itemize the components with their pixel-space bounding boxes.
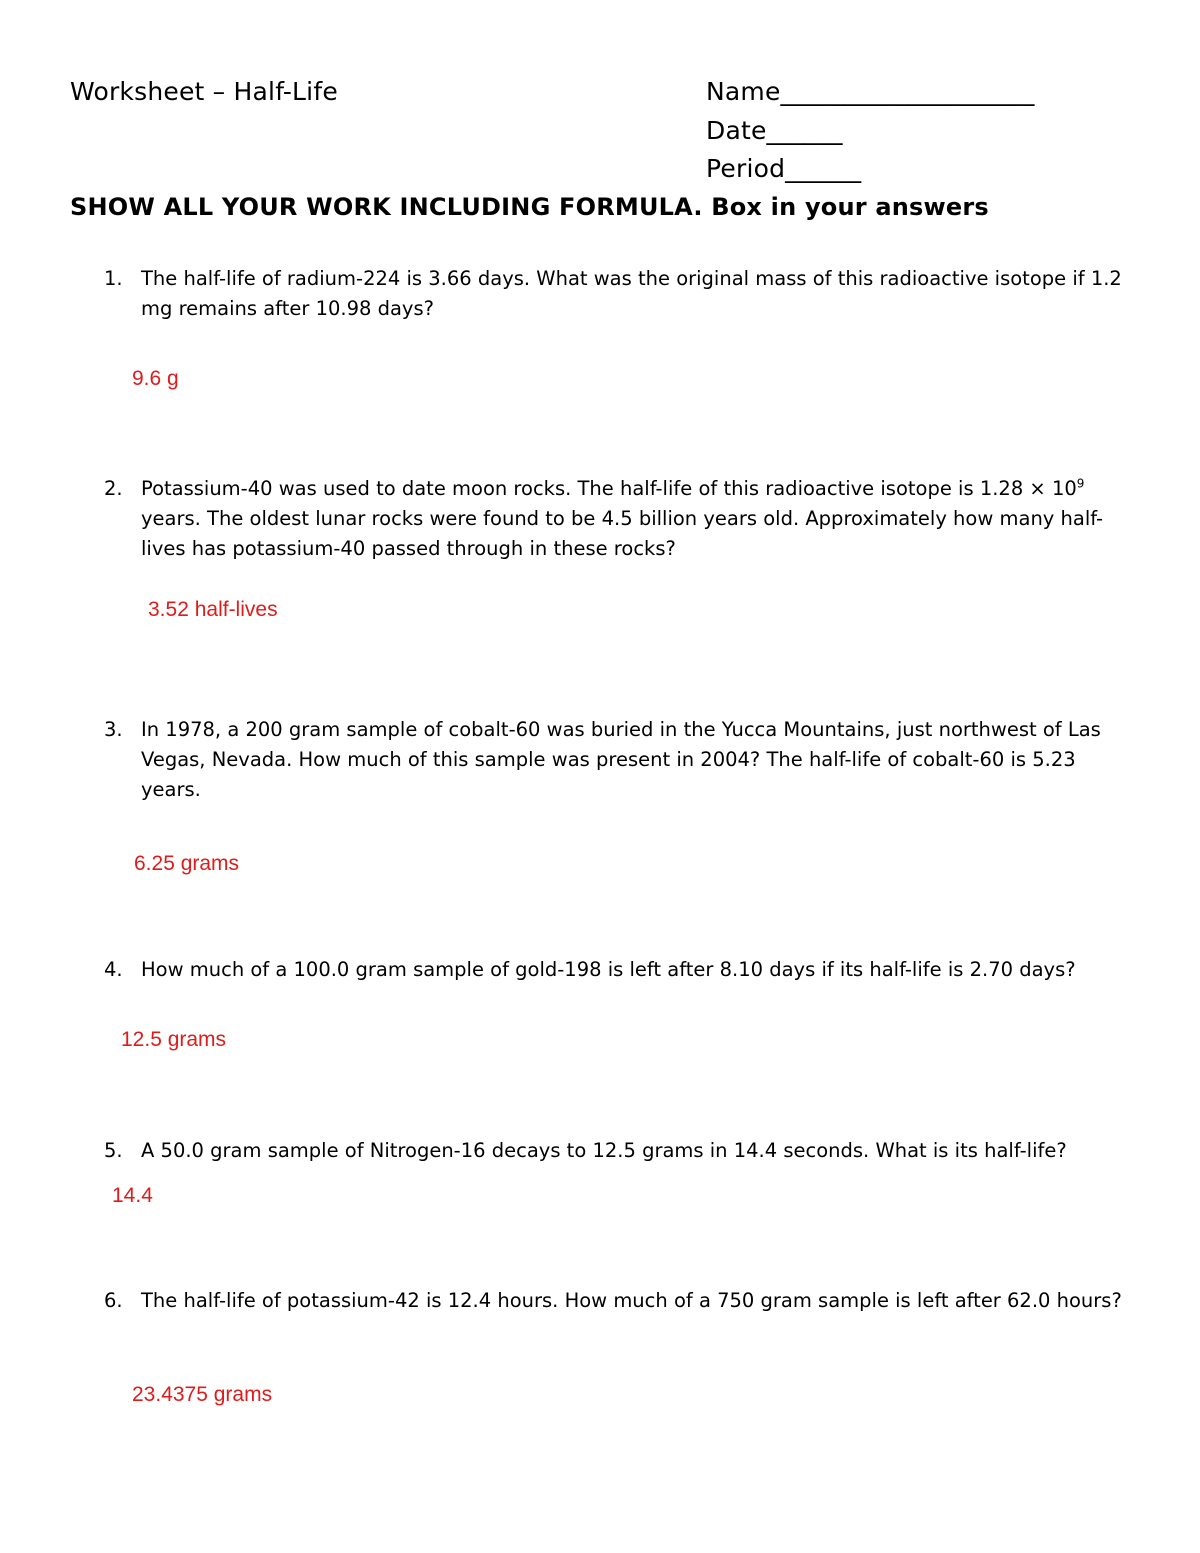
answer-3: 6.25 grams: [134, 852, 240, 875]
question-2: [104, 474, 1124, 564]
answer-5: 14.4: [112, 1184, 153, 1207]
question-number: 5.: [104, 1139, 123, 1162]
worksheet-title: Worksheet – Half-Life: [70, 77, 338, 106]
question-text: In 1978, a 200 gram sample of cobalt-60 was buried in the Yucca Mountains, just northwest of Las Vegas, Nevada. How much of this sample was present in 2004? The half-life of cobalt-60 is 5.23 years.: [141, 718, 1101, 801]
name-field[interactable]: Name____________________: [706, 77, 1035, 106]
question-number: 6.: [104, 1289, 123, 1312]
question-number: 2.: [104, 477, 123, 500]
question-number: 3.: [104, 718, 123, 741]
question-text-part: years. The oldest lunar rocks were found to be 4.5 billion years old. Approximately how many half-lives has potassium-40 passed through in these rocks?: [141, 507, 1104, 560]
period-field[interactable]: Period______: [706, 154, 862, 183]
answer-4: 12.5 grams: [121, 1028, 227, 1051]
question-3: [104, 715, 1124, 805]
question-5: [104, 1136, 1124, 1166]
question-number: 4.: [104, 958, 123, 981]
date-field[interactable]: Date______: [706, 116, 843, 145]
question-text: The half-life of potassium-42 is 12.4 hours. How much of a 750 gram sample is left after 62.0 hours?: [141, 1289, 1122, 1312]
answer-1: 9.6 g: [132, 367, 179, 390]
question-text: The half-life of radium-224 is 3.66 days. What was the original mass of this radioactive isotope if 1.2 mg remains after 10.98 days?: [141, 267, 1122, 320]
exponent: 9: [1076, 476, 1085, 491]
question-text: [141, 474, 1124, 564]
answer-6: 23.4375 grams: [132, 1383, 273, 1406]
question-number: 1.: [104, 267, 123, 290]
answer-2: 3.52 half-lives: [148, 598, 278, 621]
question-text: A 50.0 gram sample of Nitrogen-16 decays to 12.5 grams in 14.4 seconds. What is its half-life?: [141, 1139, 1067, 1162]
instructions: SHOW ALL YOUR WORK INCLUDING FORMULA. Box in your answers: [70, 193, 989, 221]
question-4: [104, 955, 1124, 985]
question-text-part: Potassium-40 was used to date moon rocks. The half-life of this radioactive isotope is 1.28 × 10: [141, 477, 1077, 500]
question-6: [104, 1286, 1124, 1316]
question-1: [104, 264, 1124, 324]
question-text: How much of a 100.0 gram sample of gold-198 is left after 8.10 days if its half-life is 2.70 days?: [141, 958, 1076, 981]
